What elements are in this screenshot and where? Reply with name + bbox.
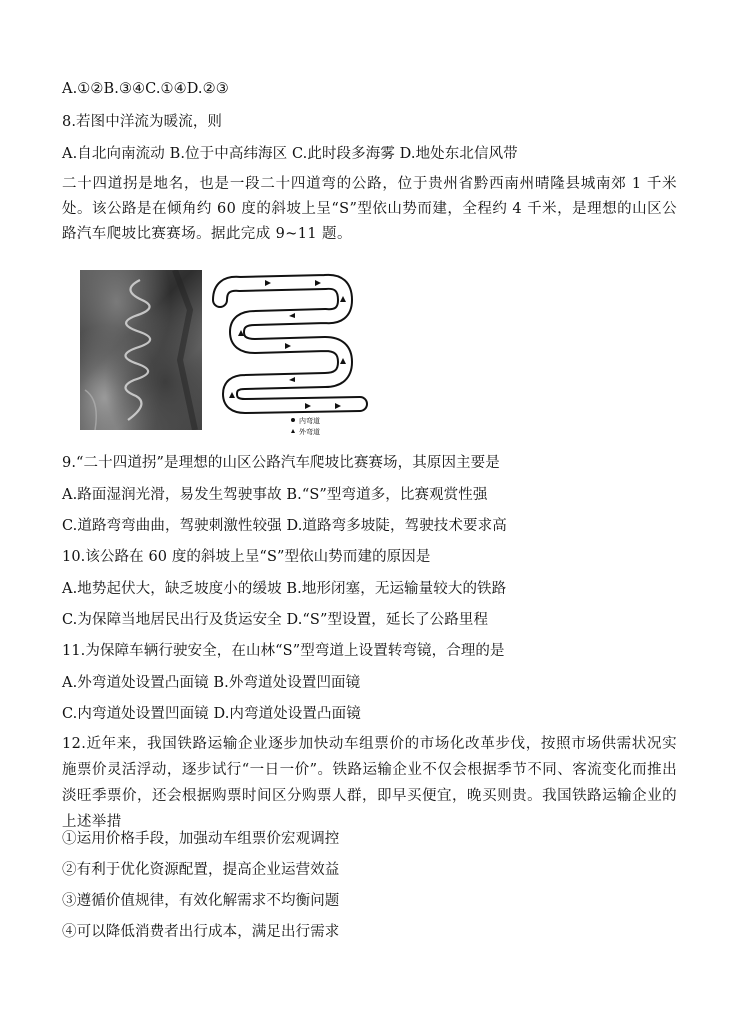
q8-stem: 8.若图中洋流为暖流，则 xyxy=(62,114,223,130)
q10-stem: 10.该公路在 60 度的斜坡上呈“S”型依山势而建的原因是 xyxy=(62,549,431,565)
s-road-diagram xyxy=(205,270,370,440)
q12-option-1: ①运用价格手段，加强动车组票价宏观调控 xyxy=(62,831,340,847)
q9-stem: 9.“二十四道拐”是理想的山区公路汽车爬坡比赛赛场，其原因主要是 xyxy=(62,455,500,471)
q12-option-3: ③遵循价值规律，有效化解需求不均衡问题 xyxy=(62,893,340,909)
satellite-photo xyxy=(80,270,202,430)
q10-options-cd: C.为保障当地居民出行及货运安全 D.“S”型设置，延长了公路里程 xyxy=(62,612,489,628)
q11-options-cd: C.内弯道处设置凹面镜 D.内弯道处设置凸面镜 xyxy=(62,706,361,722)
q9-options-ab: A.路面湿润光滑，易发生驾驶事故 B.“S”型弯道多，比赛观赏性强 xyxy=(62,487,488,503)
legend-inner: 内弯道 xyxy=(299,417,320,425)
q7-options: A.①②B.③④C.①④D.②③ xyxy=(62,81,229,97)
q12-stem: 12.近年来，我国铁路运输企业逐步加快动车组票价的市场化改革步伐，按照市场供需状况实施票价灵活浮动，逐步试行“一日一价”。铁路运输企业不仅会根据季节不同、客流变化而推出淡旺季票价，还会根据购票时间区分购票人群，即早买便宜，晚买则贵。我国铁路运输企业的上述举措 xyxy=(62,736,677,830)
q11-options-ab: A.外弯道处设置凸面镜 B.外弯道处设置凹面镜 xyxy=(62,675,361,691)
passage-24-bends: 二十四道拐是地名，也是一段二十四道弯的公路，位于贵州省黔西南州晴隆县城南郊 1 千米处。该公路是在倾角约 60 度的斜坡上呈“S”型依山势而建，全程约 4 千米，是理想的山区公路汽车爬坡比赛赛场。据此完成 9~11 题。 xyxy=(62,176,677,242)
figure-24-bends xyxy=(80,270,370,440)
q12-option-2: ②有利于优化资源配置，提高企业运营效益 xyxy=(62,862,340,878)
q11-stem: 11.为保障车辆行驶安全，在山林“S”型弯道上设置转弯镜，合理的是 xyxy=(62,643,505,659)
q8-options: A.自北向南流动 B.位于中高纬海区 C.此时段多海雾 D.地处东北信风带 xyxy=(62,146,518,162)
photo-road-lines xyxy=(80,270,202,430)
q12-option-4: ④可以降低消费者出行成本，满足出行需求 xyxy=(62,924,340,940)
q9-options-cd: C.道路弯弯曲曲，驾驶刺激性较强 D.道路弯多坡陡，驾驶技术要求高 xyxy=(62,518,507,534)
diagram-legend xyxy=(291,416,320,436)
legend-outer: 外弯道 xyxy=(299,428,320,436)
q10-options-ab: A.地势起伏大，缺乏坡度小的缓坡 B.地形闭塞，无运输量较大的铁路 xyxy=(62,581,507,597)
